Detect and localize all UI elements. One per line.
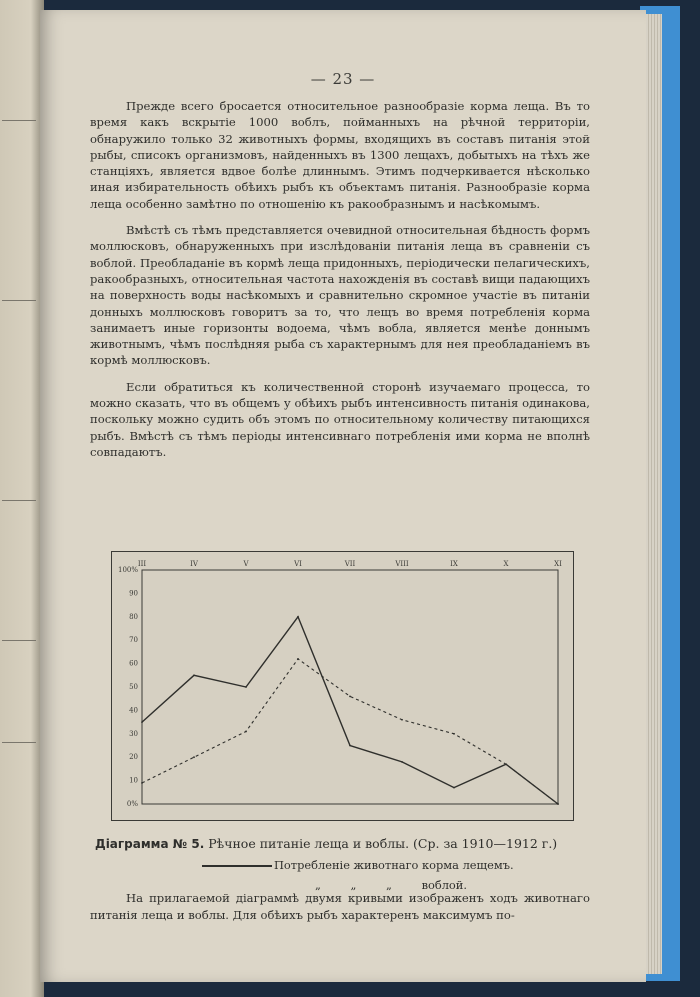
- legend-lesh-text: Потребленіе животнаго корма лещемъ.: [274, 858, 514, 872]
- y-tick-label: 100%: [117, 566, 138, 574]
- y-tick-label: 70: [129, 636, 138, 645]
- y-tick-label: 50: [129, 683, 138, 691]
- tail-text: [90, 890, 590, 924]
- paragraph-1: Прежде всего бросается относительное разнообразіе корма леща. Въ то время какъ вскрытіе 1000 воблъ, пойманныхъ на рѣчной территоріи, обнаружило только 32 животныхъ формы, входящихъ въ составъ питанія этой рыбы, списокъ организмовъ, найденныхъ въ 1300 лещахъ, добытыхъ на тѣхъ же станціяхъ, является вдвое болѣе длиннымъ. Этимъ подчеркивается нѣсколько иная избирательность обѣихъ рыбъ къ объектамъ питанія. Разнообразіе корма леща особенно замѣтно по отношенію къ ракообразнымъ и насѣкомымъ.: [90, 99, 590, 211]
- series-vobla-line: [142, 659, 558, 804]
- series-lesh-point: [401, 761, 403, 763]
- legend-solid-line: [202, 865, 272, 867]
- y-tick-label: 20: [129, 753, 138, 762]
- series-vobla-point: [505, 763, 507, 765]
- paragraph-2: Вмѣстѣ съ тѣмъ представляется очевидной относительная бѣдность формъ моллюсковъ, обнаруженныхъ при изслѣдованіи питанія леща въ сравненіи съ воблой. Преобладаніе въ кормѣ леща придонныхъ, періодически пелагическихъ, ракообразныхъ, относительная частота нахожденія въ составѣ вищи падающихъ на поверхность воды насѣкомыхъ и сравнительно скромное участіе въ питаніи донныхъ моллюсковъ говоритъ за то, что лещъ во время потребленія корма занимаетъ иные горизонты водоема, чѣмъ вобла, является менѣе доннымъ животнымъ, чѣмъ послѣдняя рыба съ характернымъ для нея преобладаніемъ въ кормѣ моллюсковъ.: [90, 223, 590, 368]
- x-tick-label: V: [243, 560, 249, 568]
- legend-vobla: „ „ „ воблой.: [315, 878, 468, 892]
- book-page: [40, 10, 646, 982]
- series-lesh-point: [453, 787, 455, 789]
- page-number: — 23 —: [310, 70, 376, 88]
- paragraph-4: На прилагаемой діаграммѣ двумя кривыми изображенъ ходъ животнаго питанія леща и воблы. Для обѣихъ рыбъ характеренъ максимумъ по-: [90, 891, 590, 922]
- x-tick-label: VII: [344, 560, 356, 568]
- x-tick-label: IV: [190, 560, 198, 568]
- y-tick-label: 40: [129, 706, 138, 715]
- series-lesh-point: [349, 745, 351, 747]
- series-vobla-point: [453, 733, 455, 735]
- facing-page-edge: [0, 0, 44, 997]
- x-tick-label: VI: [294, 560, 302, 568]
- body-text: [90, 98, 590, 470]
- diagram-chart: [112, 552, 573, 820]
- series-lesh-line: [142, 617, 558, 804]
- caption-label: Діаграмма № 5.: [95, 837, 205, 851]
- x-tick-label: X: [503, 560, 509, 568]
- paragraph-3: Если обратиться къ количественной сторонѣ изучаемаго процесса, то можно сказать, что въ общемъ у обѣихъ рыбъ интенсивность питанія одинакова, поскольку можно судить объ этомъ по относительному количеству питающихся рыбъ. Вмѣстѣ съ тѣмъ періоды интенсивнаго потребленія ими корма не вполнѣ совпадаютъ.: [90, 379, 590, 459]
- x-tick-label: III: [137, 560, 147, 568]
- y-tick-label: 90: [129, 589, 138, 598]
- caption-text: Рѣчное питаніе леща и воблы. (Ср. за 1910—1912 г.): [208, 836, 558, 851]
- legend-lesh: [202, 858, 514, 872]
- series-lesh-point: [141, 721, 143, 723]
- y-tick-label: 60: [129, 659, 138, 668]
- series-lesh-point: [297, 616, 299, 618]
- y-tick-label: 80: [129, 612, 138, 621]
- diagram-5: [111, 551, 574, 821]
- series-vobla-point: [297, 658, 299, 660]
- series-lesh-point: [193, 674, 195, 676]
- series-vobla-point: [193, 756, 195, 758]
- series-vobla-point: [141, 782, 143, 784]
- y-tick-label: 30: [129, 729, 138, 738]
- x-tick-label: VIII: [395, 560, 409, 568]
- x-tick-label: XI: [554, 560, 562, 568]
- y-tick-label: 0%: [126, 800, 138, 808]
- series-vobla-point: [349, 695, 351, 697]
- series-vobla-point: [245, 731, 247, 733]
- y-tick-label: 10: [129, 776, 138, 785]
- series-vobla-point: [557, 803, 559, 805]
- diagram-caption: [95, 836, 615, 851]
- series-lesh-point: [245, 686, 247, 688]
- series-vobla-point: [401, 719, 403, 721]
- x-tick-label: IX: [450, 560, 458, 568]
